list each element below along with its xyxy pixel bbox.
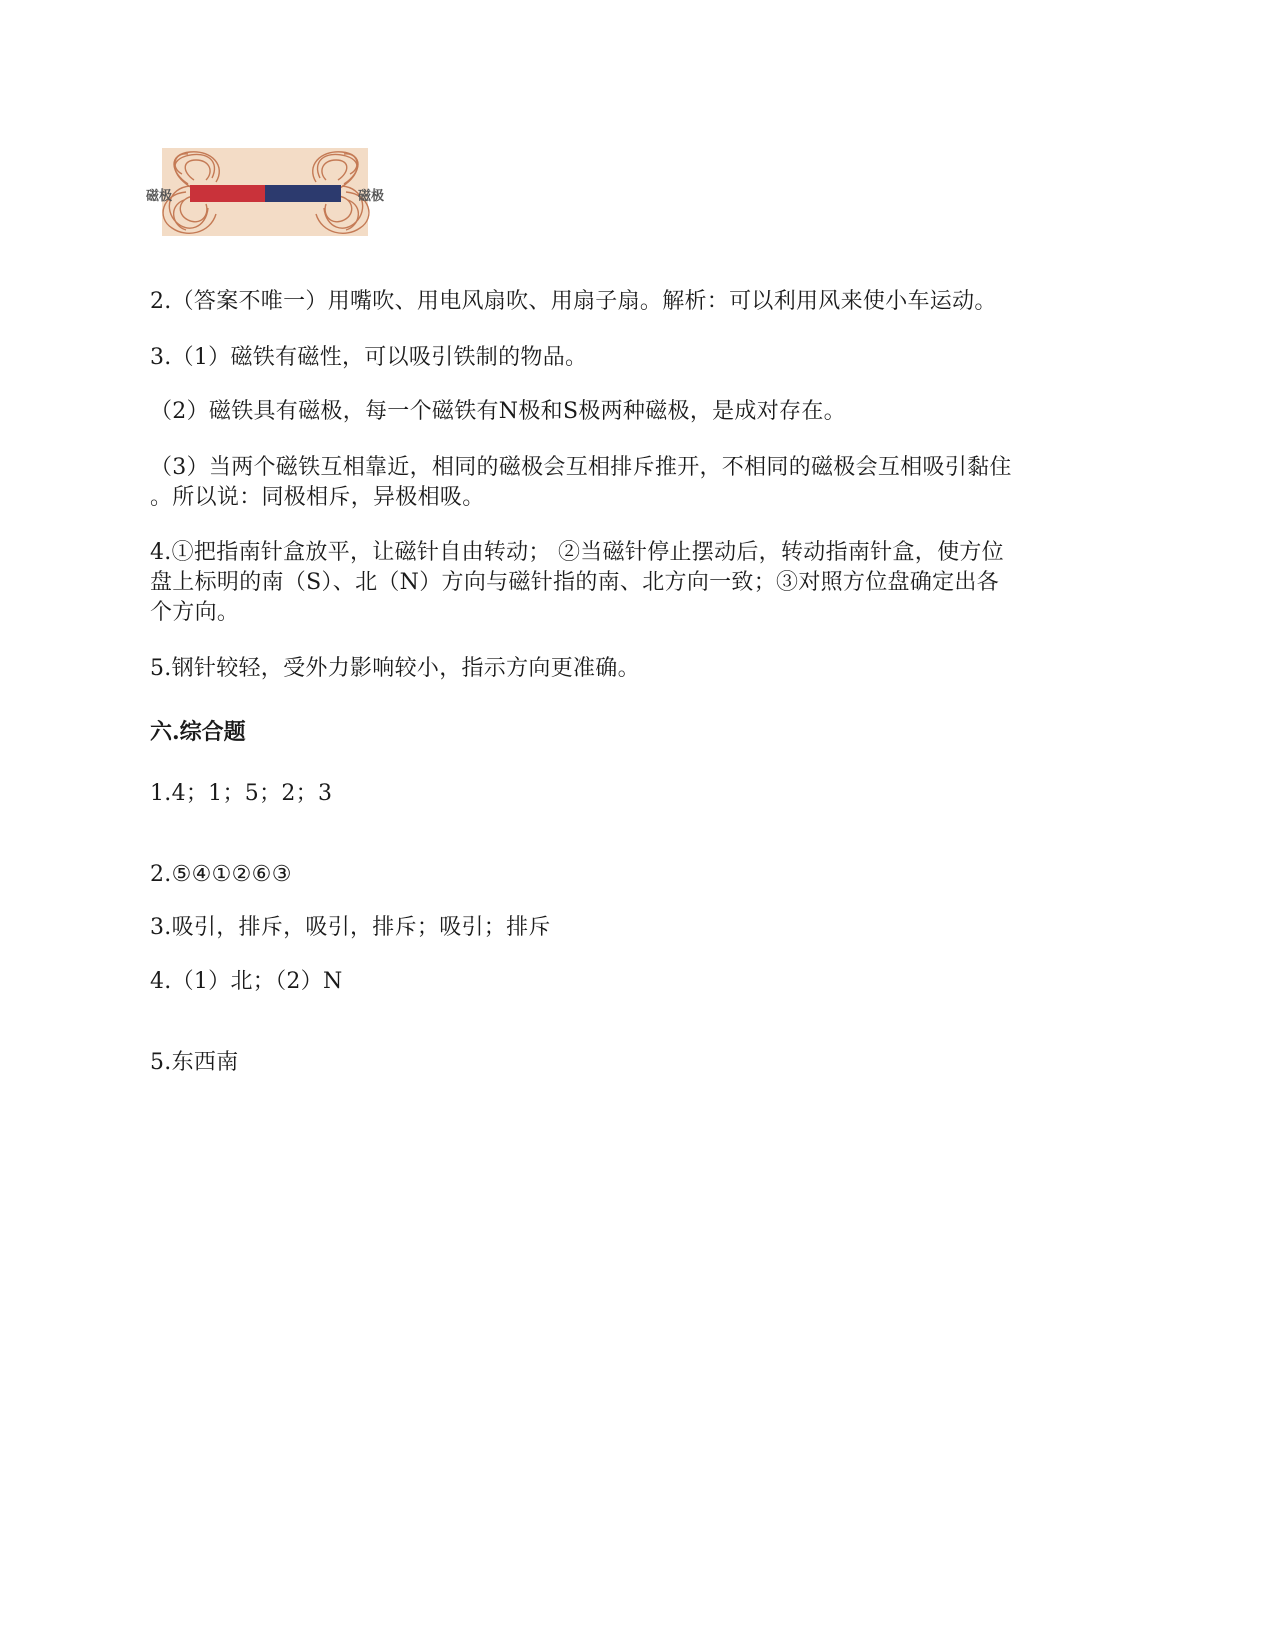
magnet-field-illustration (146, 148, 406, 248)
magnet-south-half (265, 185, 341, 202)
answer-5-3-2: （2）磁铁具有磁极，每一个磁铁有N极和S极两种磁极，是成对存在。 (150, 399, 846, 424)
answer-6-5: 5.东西南 (150, 1050, 239, 1075)
answer-5-2: 2.（答案不唯一）用嘴吹、用电风扇吹、用扇子扇。解析：可以利用风来使小车运动。 (150, 289, 997, 314)
left-pole-label: 磁极 (146, 188, 173, 203)
answer-5-3-3-line2: 。所以说：同极相斥，异极相吸。 (150, 485, 485, 510)
magnet-north-half (190, 185, 265, 202)
answer-5-5: 5.钢针较轻，受外力影响较小，指示方向更准确。 (150, 656, 640, 681)
answer-6-4: 4.（1）北；（2）N (150, 969, 343, 994)
answer-5-4-line2: 盘上标明的南（S）、北（N）方向与磁针指的南、北方向一致；③对照方位盘确定出各 (150, 570, 1000, 595)
answer-5-3-3-line1: （3）当两个磁铁互相靠近，相同的磁极会互相排斥推开，不相同的磁极会互相吸引黏住 (150, 455, 1012, 480)
bar-magnet-figure (146, 148, 406, 248)
answer-6-3: 3.吸引，排斥，吸引，排斥；吸引；排斥 (150, 915, 551, 940)
answer-5-3-1: 3.（1）磁铁有磁性，可以吸引铁制的物品。 (150, 345, 588, 370)
answer-5-4-line1: 4.①把指南针盒放平，让磁针自由转动； ②当磁针停止摆动后，转动指南针盒，使方位 (150, 540, 1004, 565)
answer-5-4-line3: 个方向。 (150, 600, 240, 625)
answer-6-1: 1.4；1；5；2；3 (150, 781, 333, 806)
section-heading: 六.综合题 (150, 719, 246, 745)
right-pole-label: 磁极 (358, 188, 385, 203)
answer-6-2: 2.⑤④①②⑥③ (150, 862, 292, 887)
